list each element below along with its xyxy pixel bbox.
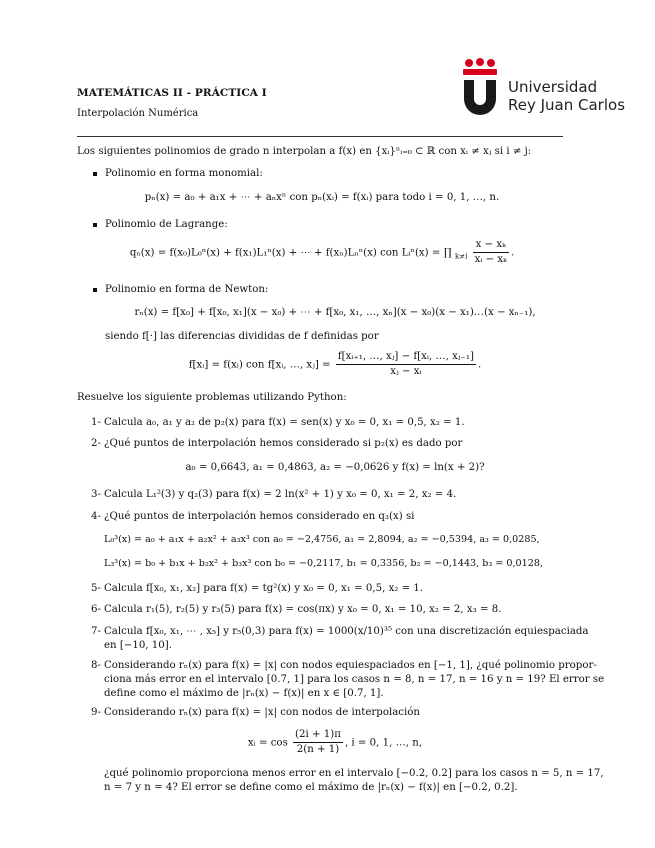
problem-number: 8-: [91, 660, 101, 671]
problem-9-equation: [105, 728, 565, 757]
chebyshev-left: xᵢ = cos: [247, 737, 288, 749]
header-divider: [77, 136, 563, 137]
problem-text: ¿Qué puntos de interpolación hemos considerado si p₂(x) es dado por: [104, 438, 463, 449]
bullet-label: Polinomio en forma monomial:: [105, 168, 263, 179]
equation-lagrange: [77, 238, 567, 267]
dd-fraction: [336, 350, 476, 379]
problem-text-line-1: Calcula f[x₀, x₁, ⋯ , x₅] y r₅(0,3) para f(x) = 1000(x/10)³⁵ con una discretización equiespaciada: [104, 626, 589, 637]
dd-fraction-num: f[xᵢ₊₁, …, xⱼ] − f[xᵢ, …, xⱼ₋₁]: [336, 350, 476, 365]
problem-5: [91, 582, 566, 596]
problems-intro: Resuelve los siguiente problemas utilizando Python:: [77, 392, 347, 403]
problem-text: ¿Qué puntos de interpolación hemos considerado en q₃(x) si: [104, 511, 415, 522]
problem-text-line-2: en [−10, 10].: [104, 639, 172, 651]
problem-4-equation-1: L₀³(x) = a₀ + a₁x + a₂x² + a₃x³ con a₀ = −2,4756, a₁ = 2,8094, a₂ = −0,5394, a₃ = 0,0285,: [104, 534, 540, 545]
problem-6: [91, 603, 566, 617]
bullet-label: Polinomio en forma de Newton:: [105, 284, 269, 295]
lagrange-end: .: [510, 247, 515, 259]
lagrange-fraction-den: xᵢ − xₖ: [474, 253, 507, 265]
problem-number: 7-: [91, 626, 101, 637]
problem-number: 1-: [91, 417, 101, 428]
lagrange-product-sub: k≠i: [455, 252, 468, 261]
problem-1: [91, 416, 566, 430]
problem-3: [91, 488, 566, 502]
equation-divided-differences: [105, 350, 565, 379]
university-name-line2: Rey Juan Carlos: [508, 96, 626, 114]
problem-text: Calcula r₁(5), r₂(5) y r₃(5) para f(x) = cos(πx) y x₀ = 0, x₁ = 10, x₂ = 2, x₃ = 8.: [104, 604, 502, 615]
problem-text-line-1: Considerando rₙ(x) para f(x) = |x| con nodos equiespaciados en [−1, 1], ¿qué polinomio propor-: [104, 660, 597, 671]
problem-9-text-line-3: n = 7 y n = 4? El error se define como el máximo de |rₙ(x) − f(x)| en [−0.2, 0.2].: [104, 782, 518, 793]
problem-number: 3-: [91, 489, 101, 500]
problem-text: Considerando rₙ(x) para f(x) = |x| con nodos de interpolación: [104, 707, 420, 718]
dd-left: f[xᵢ] = f(xᵢ) con f[xᵢ, …, xⱼ] =: [188, 359, 331, 371]
university-name: [508, 78, 625, 114]
problem-2: [91, 437, 566, 451]
bullet-monomial: [93, 167, 563, 181]
bullet-dot: [93, 172, 97, 176]
problem-text: Calcula a₀, a₁ y a₂ de p₂(x) para f(x) = sen(x) y x₀ = 0, x₁ = 0,5, x₂ = 1.: [104, 417, 465, 428]
problem-4-equation-2: L₃³(x) = b₀ + b₁x + b₂x² + b₃x³ con b₀ = −0,2117, b₁ = 0,3356, b₂ = −0,1443, b₃ = 0,0128,: [104, 558, 544, 569]
problem-number: 6-: [91, 604, 101, 615]
problem-number: 5-: [91, 583, 101, 594]
intro-text: Los siguientes polinomios de grado n interpolan a f(x) en {xᵢ}ⁿᵢ₌₀ ⊂ ℝ con xᵢ ≠ xⱼ si i ≠ j:: [77, 146, 532, 157]
university-name-line1: Universidad: [508, 78, 598, 96]
newton-note: siendo f[·] las diferencias divididas de f definidas por: [105, 331, 379, 342]
problem-text: Calcula L₁²(3) y q₂(3) para f(x) = 2 ln(x² + 1) y x₀ = 0, x₁ = 2, x₂ = 4.: [104, 489, 457, 500]
urjc-emblem-icon: [458, 58, 502, 116]
equation-newton: rₙ(x) = f[x₀] + f[x₀, x₁](x − x₀) + ⋯ + f[x₀, x₁, …, xₙ](x − x₀)(x − x₁)…(x − xₙ₋₁),: [134, 307, 536, 318]
bullet-dot: [93, 223, 97, 227]
chebyshev-fraction-den: 2(n + 1): [296, 743, 340, 755]
problem-number: 4-: [91, 511, 101, 522]
problem-2-equation: a₀ = 0,6643, a₁ = 0,4863, a₂ = −0,0626 y f(x) = ln(x + 2)?: [185, 462, 485, 473]
chebyshev-fraction: [293, 728, 343, 757]
chebyshev-fraction-num: (2i + 1)π: [293, 728, 343, 743]
problem-text-line-2: ciona más error en el intervalo [0.7, 1] para los casos n = 8, n = 17, n = 16 y n = 19? El error se: [104, 673, 605, 685]
equation-monomial: pₙ(x) = a₀ + a₁x + ⋯ + aₙxⁿ con pₙ(xᵢ) = f(xᵢ) para todo i = 0, 1, …, n.: [144, 192, 500, 203]
problem-9-text-line-2: ¿qué polinomio proporciona menos error en el intervalo [−0.2, 0.2] para los casos n = 5, n = 17,: [104, 768, 604, 779]
university-logo: [458, 58, 628, 118]
problem-text-line-3: define como el máximo de |rₙ(x) − f(x)| en x ∈ [0.7, 1].: [104, 687, 384, 699]
dd-end: .: [477, 359, 482, 371]
lagrange-fraction: [473, 238, 509, 267]
problem-number: 9-: [91, 707, 101, 718]
bullet-dot: [93, 288, 97, 292]
problem-4: [91, 510, 566, 524]
bullet-newton: [93, 283, 563, 297]
lagrange-left: qₙ(x) = f(x₀)L₀ⁿ(x) + f(x₁)L₁ⁿ(x) + ⋯ + f(xₙ)Lₙⁿ(x) con Lᵢⁿ(x) = ∏: [129, 247, 452, 259]
page-subtitle: Interpolación Numérica: [77, 108, 199, 119]
bullet-lagrange: [93, 218, 563, 232]
problem-text: Calcula f[x₀, x₁, x₂] para f(x) = tg²(x) y x₀ = 0, x₁ = 0,5, x₂ = 1.: [104, 583, 424, 594]
bullet-label: Polinomio de Lagrange:: [105, 219, 228, 230]
page-title: MATEMÁTICAS II - PRÁCTICA I: [77, 87, 267, 99]
lagrange-fraction-num: x − xₖ: [473, 238, 509, 253]
problem-number: 2-: [91, 438, 101, 449]
problem-9: [91, 706, 566, 720]
problem-7: [91, 625, 589, 653]
chebyshev-right: , i = 0, 1, …, n,: [344, 737, 423, 749]
dd-fraction-den: xⱼ − xᵢ: [390, 365, 422, 377]
problem-8: [91, 659, 605, 700]
